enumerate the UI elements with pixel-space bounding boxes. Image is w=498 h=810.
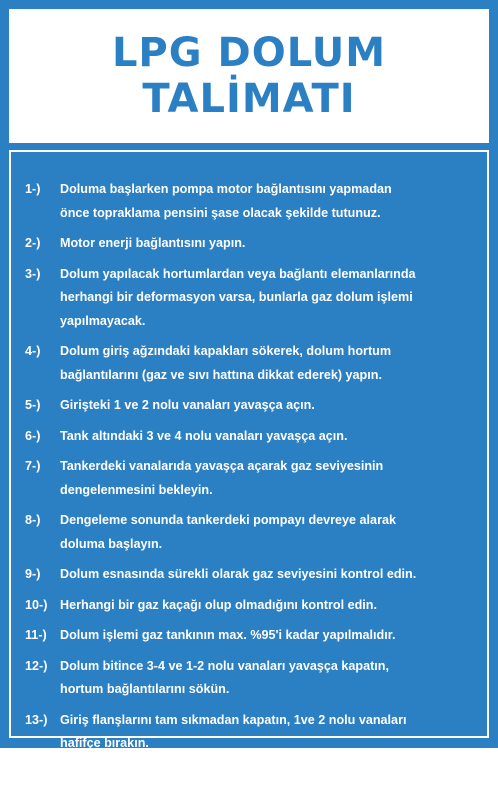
- item-number: 12-): [25, 658, 48, 673]
- list-item: [25, 709, 477, 756]
- item-text: Giriş flanşlarını tam sıkmadan kapatın, 1ve 2 nolu vanaları hafifçe bırakın.: [60, 712, 407, 750]
- item-text: Dolum yapılacak hortumlardan veya bağlantı elemanlarında herhangi bir deformasyon varsa, bunlarla gaz dolum işlemi yapılmayacak.: [60, 266, 416, 328]
- item-text: Girişteki 1 ve 2 nolu vanaları yavaşça açın.: [60, 398, 315, 412]
- item-text: Dolum bitince 3-4 ve 1-2 nolu vanaları yavaşça kapatın, hortum bağlantılarını sökün.: [60, 658, 389, 696]
- list-item: [25, 655, 477, 702]
- list-item: [25, 178, 477, 225]
- item-text: Dengeleme sonunda tankerdeki pompayı devreye alarak doluma başlayın.: [60, 513, 396, 551]
- item-number: 8-): [25, 513, 41, 527]
- item-text: Dolum süresi boyunca çevrede ateş veya kıvımcım şeklinde tehlike yaratabilecek tüm unsurları kontrol edin.: [60, 766, 418, 804]
- list-item: [25, 563, 477, 587]
- list-item: [25, 509, 477, 556]
- item-number: 9-): [25, 567, 41, 581]
- item-number: 3-): [25, 266, 41, 281]
- list-item: [25, 594, 477, 618]
- item-text: Tankerdeki vanalarıda yavaşça açarak gaz seviyesinin dengelenmesini bekleyin.: [60, 459, 384, 497]
- list-item: [25, 232, 477, 256]
- item-text: Doluma başlarken pompa motor bağlantısını yapmadan önce topraklama pensini şase olacak şekilde tutunuz.: [60, 182, 392, 220]
- item-number: 11-): [25, 628, 47, 642]
- item-number: 1-): [25, 182, 41, 196]
- item-number: 13-): [25, 712, 48, 727]
- title-line-2: TALİMATI: [142, 76, 356, 122]
- list-item: [25, 624, 477, 648]
- list-item: [25, 263, 477, 334]
- item-number: 5-): [25, 398, 41, 412]
- instruction-list: [9, 150, 489, 804]
- title-panel: [9, 9, 489, 143]
- item-text: Dolum işlemi gaz tankının max. %95'i kadar yapılmalıdır.: [60, 628, 396, 642]
- item-text: Dolum giriş ağzındaki kapakları sökerek, dolum hortum bağlantılarını (gaz ve sıvı hattına dikkat ederek) yapın.: [60, 344, 392, 382]
- list-item: [25, 340, 477, 387]
- item-number: 7-): [25, 459, 41, 473]
- list-item: [25, 763, 477, 810]
- item-number: 2-): [25, 236, 41, 250]
- title-line-1: LPG DOLUM: [111, 30, 387, 76]
- list-item: [25, 455, 477, 502]
- item-text: Tank altındaki 3 ve 4 nolu vanaları yavaşça açın.: [60, 428, 348, 443]
- item-text: Dolum esnasında sürekli olarak gaz seviyesini kontrol edin.: [60, 567, 417, 581]
- item-text: Herhangi bir gaz kaçağı olup olmadığını kontrol edin.: [60, 597, 377, 612]
- item-number: 4-): [25, 344, 41, 358]
- item-number: 14-): [25, 766, 48, 781]
- item-number: 10-): [25, 597, 48, 612]
- list-item: [25, 425, 477, 449]
- list-item: [25, 394, 477, 418]
- item-text: Motor enerji bağlantısını yapın.: [60, 236, 246, 250]
- item-number: 6-): [25, 428, 41, 443]
